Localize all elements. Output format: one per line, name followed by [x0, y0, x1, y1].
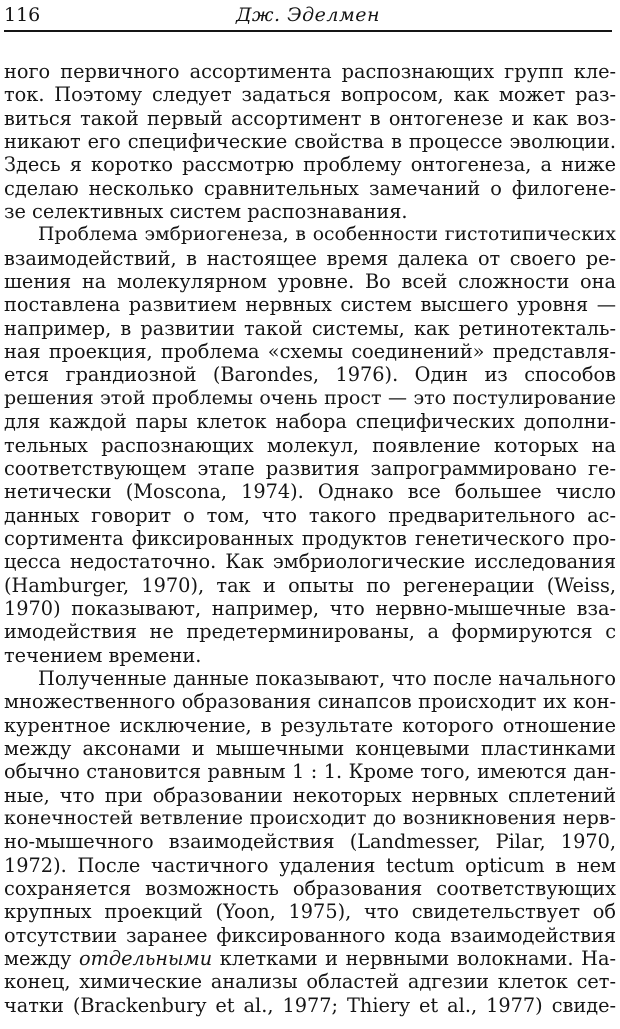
- text-line: крупных проекций (Yoon, 1975), что свидетельствует об: [4, 900, 616, 924]
- paragraph-3: [4, 667, 616, 1017]
- text-line: курентное исключение, в результате которого отношение: [4, 713, 616, 737]
- text-line: но-мышечного взаимодействия (Landmesser, Pilar, 1970,: [4, 830, 616, 854]
- text-line: ется грандиозной (Barondes, 1976). Один из способов: [4, 363, 616, 387]
- paragraph-1: [4, 60, 616, 223]
- emphasis-word: отдельными: [79, 947, 213, 971]
- text-line: соответствующем этапе развития запрограммировано ге-: [4, 456, 616, 480]
- text-line: 1970) показывают, например, что нервно-мышечные вза-: [4, 596, 616, 620]
- page-header: [4, 0, 612, 30]
- text-line: нетически (Moscona, 1974). Однако все большее число: [4, 480, 616, 504]
- text-line: отсутствии заранее фиксированного кода взаимодействия: [4, 923, 616, 947]
- text-line: чатки (Brackenbury et al., 1977; Thiery et al., 1977) свиде-: [4, 993, 616, 1017]
- text-line-with-emphasis: [4, 947, 616, 970]
- page-number: 116: [4, 4, 41, 26]
- text-line: ные, что при образовании некоторых нервных сплетений: [4, 783, 616, 807]
- text-line: обычно становится равным 1 : 1. Кроме того, имеются дан-: [4, 760, 616, 784]
- text-line: тельных распознающих молекул, появление которых на: [4, 433, 616, 457]
- text-line: ток. Поэтому следует задаться вопросом, как может раз-: [4, 83, 616, 107]
- text-line: имодействия не предетерминированы, а формируются с: [4, 620, 616, 644]
- text-line: решения этой проблемы очень прост — это постулирование: [4, 386, 616, 409]
- text-line: сохраняется возможность образования соответствующих: [4, 877, 616, 901]
- running-head: Дж. Эделмен: [235, 4, 381, 26]
- text-segment: клетками и нервными волокнами. На-: [212, 947, 616, 971]
- text-line: ная проекция, проблема «схемы соединений» представля-: [4, 340, 616, 364]
- text-line: никают его специфические свойства в процессе эволюции.: [4, 130, 616, 154]
- text-line: Проблема эмбриогенеза, в особенности гистотипических: [38, 224, 616, 246]
- text-line: данных говорит о том, что такого предварительного ас-: [4, 503, 616, 527]
- text-line: зе селективных систем распознавания.: [4, 200, 408, 224]
- text-line: (Hamburger, 1970), так и опыты по регенерации (Weiss,: [4, 573, 616, 597]
- text-line: течением времени.: [4, 643, 202, 667]
- text-line: сортимента фиксированных продуктов генетического про-: [4, 526, 616, 550]
- paragraph-2: [4, 223, 616, 667]
- text-line: шения на молекулярном уровне. Во всей сложности она: [4, 270, 616, 294]
- text-line: ного первичного ассортимента распознающих групп кле-: [4, 60, 616, 83]
- text-line: множественного образования синапсов происходит их кон-: [4, 690, 616, 714]
- text-line: виться такой первый ассортимент в онтогенезе и как воз-: [4, 106, 616, 130]
- text-line: конечностей ветвление происходит до возникновения нерв-: [4, 807, 616, 829]
- header-rule: [4, 30, 612, 32]
- text-segment: между: [4, 947, 80, 971]
- text-line: например, в развитии такой системы, как ретинотекталь-: [4, 316, 616, 340]
- text-line: между аксонами и мышечными концевыми пластинками: [4, 736, 616, 760]
- text-line: для каждой пары клеток набора специфических дополни-: [4, 410, 616, 434]
- text-line: сделаю несколько сравнительных замечаний о филогене-: [4, 176, 616, 200]
- text-line: цесса недостаточно. Как эмбриологические исследования: [4, 550, 616, 574]
- text-line: 1972). После частичного удаления tectum opticum в нем: [4, 853, 616, 877]
- text-line: взаимодействий, в настоящее время далека от своего ре-: [4, 246, 616, 270]
- text-line: конец, химические анализы областей адгезии клеток сет-: [4, 970, 616, 994]
- text-line: Полученные данные показывают, что после начального: [38, 666, 616, 690]
- text-line: поставлена развитием нервных систем высшего уровня —: [4, 293, 616, 317]
- body-text: [4, 60, 616, 1017]
- text-line: Здесь я коротко рассмотрю проблему онтогенеза, а ниже: [4, 153, 616, 177]
